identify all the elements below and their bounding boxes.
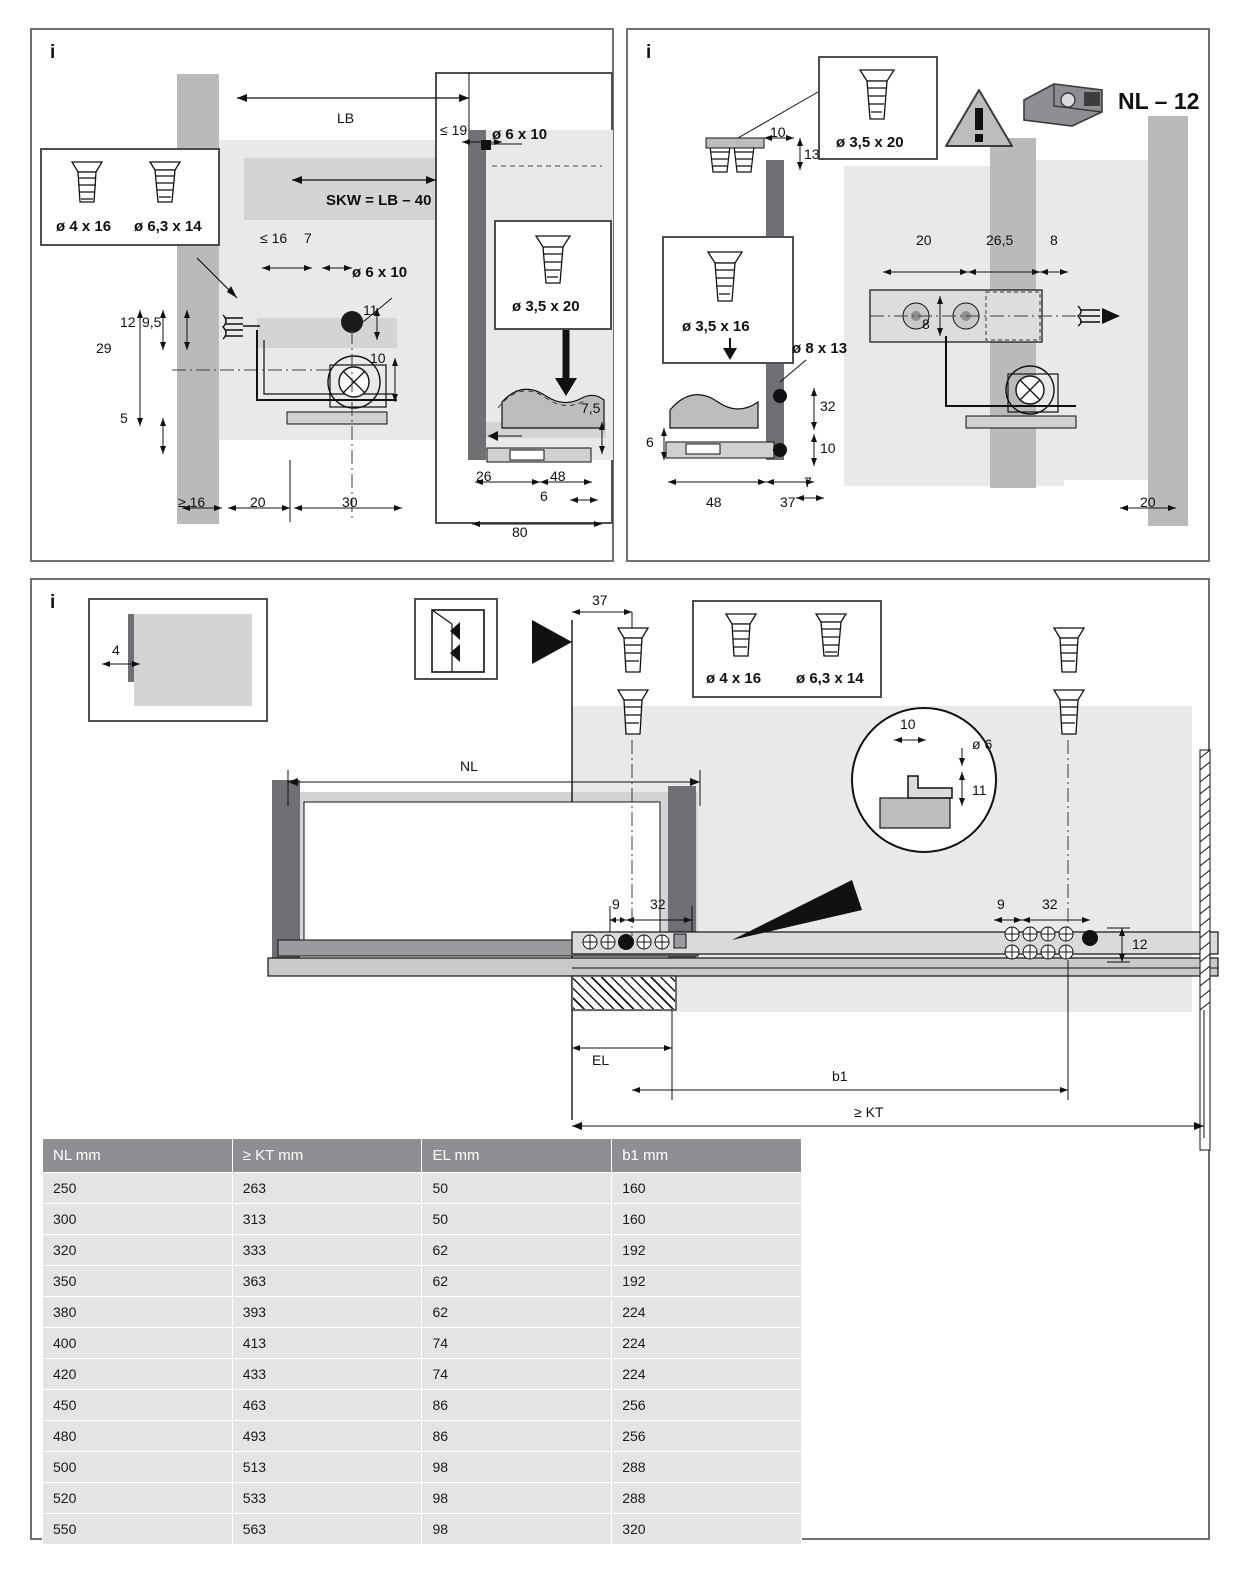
cell-b1: 256 [612,1390,802,1421]
table-row [43,1514,802,1545]
cell-el: 50 [422,1173,612,1204]
label-p3-9a: 9 [612,896,620,912]
info-icon-panel2: i [646,42,652,63]
cell-nl: 480 [43,1421,233,1452]
cell-kt: 513 [232,1452,422,1483]
cell-kt: 313 [232,1204,422,1235]
table-row [43,1173,802,1204]
label-p3-10: 10 [900,716,916,732]
cell-b1: 192 [612,1235,802,1266]
cell-kt: 493 [232,1421,422,1452]
label-p3-32a: 32 [650,896,666,912]
label-48: 48 [550,468,566,484]
label-le19: ≤ 19 [440,122,468,138]
label-p2-48: 48 [706,494,722,510]
cell-el: 62 [422,1266,612,1297]
col-nl: NL mm [43,1139,233,1173]
screw-label-5-right: ø 6,3 x 14 [796,670,864,687]
label-p3-NL: NL [460,758,478,774]
cell-b1: 224 [612,1328,802,1359]
screw-label-5-left: ø 4 x 16 [706,670,762,687]
label-p3-37: 37 [592,592,608,608]
cell-b1: 160 [612,1173,802,1204]
cell-nl: 380 [43,1297,233,1328]
col-kt: ≥ KT mm [232,1139,422,1173]
cell-b1: 160 [612,1204,802,1235]
cell-b1: 256 [612,1421,802,1452]
table-row [43,1235,802,1266]
label-p3-12: 12 [1132,936,1148,952]
label-SKW: SKW = LB – 40 [326,192,432,209]
cell-nl: 550 [43,1514,233,1545]
cell-kt: 263 [232,1173,422,1204]
label-p2-37: 37 [780,494,796,510]
table-header-row [43,1139,802,1173]
table-row [43,1390,802,1421]
label-7: 7 [304,230,312,246]
cell-el: 50 [422,1204,612,1235]
col-b1: b1 mm [612,1139,802,1173]
cell-el: 98 [422,1514,612,1545]
table-row [43,1359,802,1390]
label-75: 7,5 [581,400,601,416]
cell-el: 62 [422,1235,612,1266]
label-26: 26 [476,468,492,484]
label-p3-b1: b1 [832,1068,848,1084]
label-p2-8mid: 8 [922,316,930,332]
cell-nl: 500 [43,1452,233,1483]
mounting-hatch [573,977,675,1009]
label-p2-8x13: ø 8 x 13 [792,340,848,357]
screw-callout-box-3 [818,56,938,160]
label-p2-10b: 10 [820,440,836,456]
label-p3-geKT: ≥ KT [854,1104,884,1120]
cell-el: 98 [422,1483,612,1514]
cell-kt: 533 [232,1483,422,1514]
table-row [43,1452,802,1483]
table-row [43,1266,802,1297]
label-p3-EL: EL [592,1052,610,1068]
panel-bottom [30,578,1210,1540]
label-11: 11 [363,302,378,318]
label-95: 9,5 [142,314,162,330]
label-12: 12 [120,314,136,330]
cell-nl: 450 [43,1390,233,1421]
cell-kt: 393 [232,1297,422,1328]
screw-label-3: ø 3,5 x 20 [836,134,904,151]
cell-el: 98 [422,1452,612,1483]
cell-kt: 433 [232,1359,422,1390]
cell-nl: 250 [43,1173,233,1204]
cell-el: 86 [422,1390,612,1421]
label-p3-9b: 9 [997,896,1005,912]
label-dowel-2: ø 6 x 10 [352,264,408,281]
cell-el: 74 [422,1359,612,1390]
cell-kt: 413 [232,1328,422,1359]
info-icon-panel1: i [50,42,56,63]
cell-b1: 288 [612,1483,802,1514]
table-row [43,1328,802,1359]
screw-callout-box-2 [494,220,612,330]
label-p2-13: 13 [804,146,820,162]
label-p2-7: 7 [804,474,812,490]
label-p2-6: 6 [646,434,654,450]
cell-nl: 520 [43,1483,233,1514]
label-p2-8r: 8 [1050,232,1058,248]
col-el: EL mm [422,1139,612,1173]
cell-kt: 463 [232,1390,422,1421]
cell-b1: 192 [612,1266,802,1297]
label-p3-4: 4 [112,642,120,658]
cell-nl: 420 [43,1359,233,1390]
cell-nl: 350 [43,1266,233,1297]
label-p2-20b: 20 [1140,494,1156,510]
label-p2-32: 32 [820,398,836,414]
table-row [43,1297,802,1328]
label-p3-dia6: ø 6 [972,736,993,752]
cell-b1: 224 [612,1297,802,1328]
dimension-table [42,1138,802,1545]
label-dowel-1: ø 6 x 10 [492,126,548,143]
label-nl-minus-12: NL – 12 [1118,88,1200,114]
label-LB: LB [337,110,355,126]
label-p3-11: 11 [972,782,987,798]
label-p2-10: 10 [770,124,786,140]
cell-kt: 563 [232,1514,422,1545]
label-ge16: ≥ 16 [178,494,206,510]
panel-top-left [30,28,614,562]
screw-label-4: ø 3,5 x 16 [682,318,750,335]
clip-connector-icon [1018,78,1110,126]
screw-label-right: ø 6,3 x 14 [134,218,202,235]
label-p2-265: 26,5 [986,232,1014,248]
label-5: 5 [120,410,128,426]
label-20: 20 [250,494,266,510]
label-80: 80 [512,524,528,540]
table-row [43,1204,802,1235]
table-row [43,1483,802,1514]
label-10: 10 [370,350,386,366]
cell-kt: 333 [232,1235,422,1266]
cell-nl: 300 [43,1204,233,1235]
warning-icon [944,88,1014,150]
cell-el: 62 [422,1297,612,1328]
label-p2-20: 20 [916,232,932,248]
label-29: 29 [96,340,112,356]
cell-b1: 288 [612,1452,802,1483]
table-row [43,1421,802,1452]
label-30: 30 [342,494,358,510]
label-p3-32b: 32 [1042,896,1058,912]
cell-nl: 400 [43,1328,233,1359]
screw-label-2: ø 3,5 x 20 [512,298,580,315]
screw-callout-box-4 [662,236,794,364]
screw-callout-box-1 [40,148,220,246]
panel-top-right [626,28,1210,562]
screw-label-left: ø 4 x 16 [56,218,112,235]
cell-kt: 363 [232,1266,422,1297]
cell-nl: 320 [43,1235,233,1266]
label-6: 6 [540,488,548,504]
cell-b1: 320 [612,1514,802,1545]
cell-el: 86 [422,1421,612,1452]
label-le16: ≤ 16 [260,230,288,246]
cell-b1: 224 [612,1359,802,1390]
cell-el: 74 [422,1328,612,1359]
info-icon-panel3: i [50,592,56,613]
